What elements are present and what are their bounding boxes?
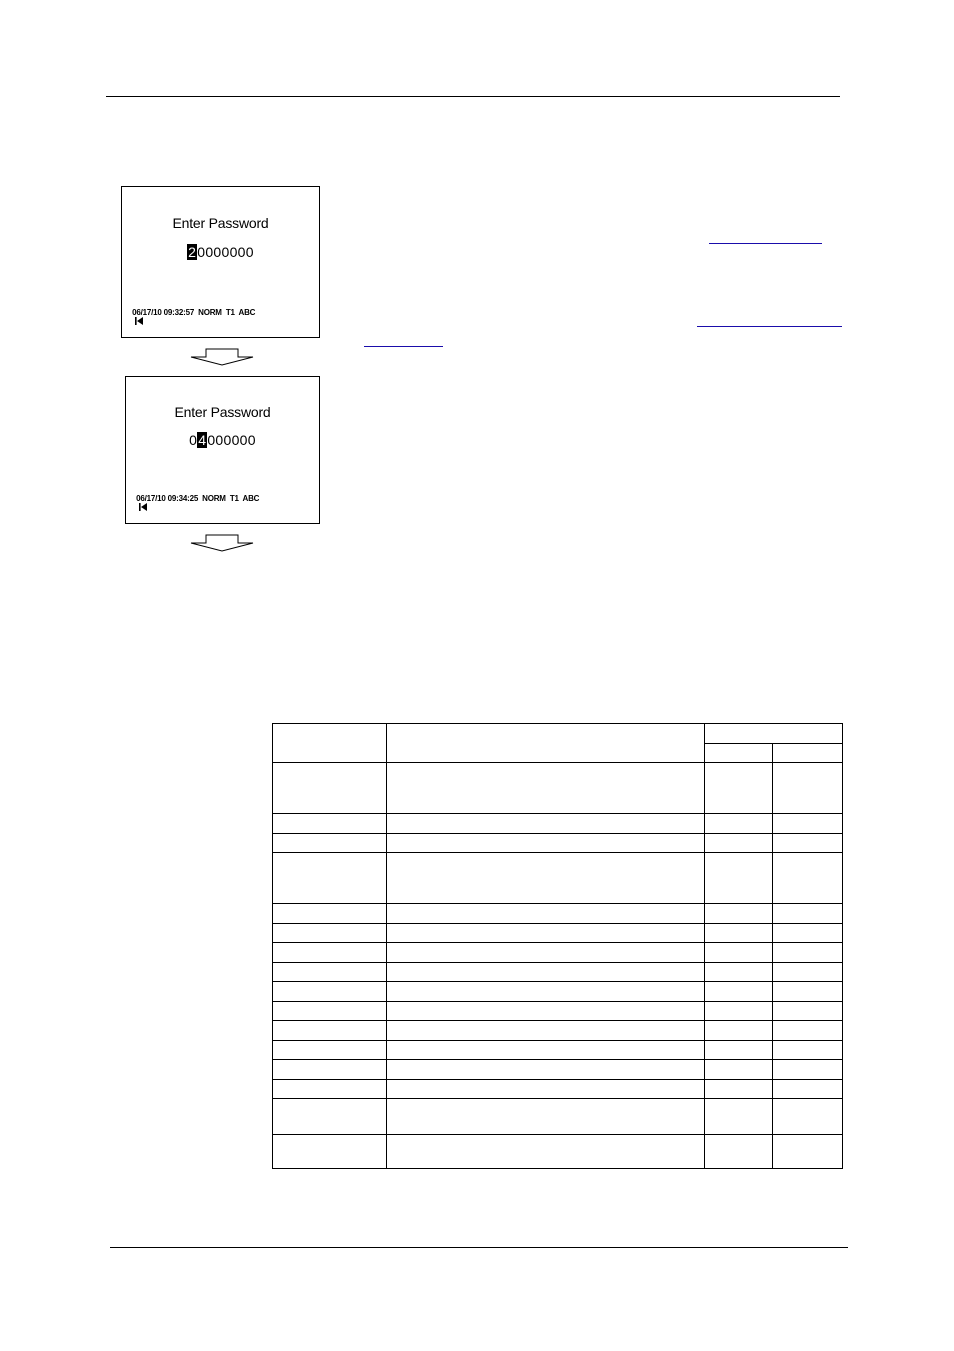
password-value (122, 244, 319, 260)
password-before-cursor: 0 (189, 432, 198, 448)
table-header-cell (773, 744, 843, 763)
table-row (273, 763, 843, 814)
table-row (273, 1021, 843, 1041)
table-row (273, 1002, 843, 1021)
table-row (273, 943, 843, 963)
password-cursor-digit: 2 (188, 244, 197, 260)
table-row (273, 1041, 843, 1060)
status-text: 06/17/10 09:34:25 NORM T1 ABC (136, 494, 260, 503)
password-after-cursor: 000000 (207, 432, 256, 448)
hyperlink-underline[interactable] (709, 243, 822, 244)
table-header-cell (705, 744, 773, 763)
table-row (273, 963, 843, 982)
table-header-cell (273, 724, 387, 763)
skip-to-start-icon (135, 317, 144, 325)
footer-rule (110, 1247, 848, 1248)
screen-title: Enter Password (172, 215, 269, 231)
password-after-cursor: 0000000 (197, 244, 254, 260)
hyperlink-underline[interactable] (697, 326, 842, 327)
status-bar (128, 485, 259, 521)
status-bar (124, 299, 255, 335)
table-row (273, 814, 843, 834)
hyperlink-underline[interactable] (364, 346, 443, 347)
down-arrow-icon (189, 534, 255, 552)
table-header-cell (705, 724, 843, 744)
screen-title: Enter Password (174, 404, 271, 420)
password-cursor-digit: 4 (198, 432, 207, 448)
table-row (273, 1135, 843, 1169)
password-screen-1 (121, 186, 320, 338)
header-rule (106, 96, 840, 97)
table-row (273, 853, 843, 904)
status-text: 06/17/10 09:32:57 NORM T1 ABC (132, 308, 256, 317)
table-row (273, 1099, 843, 1135)
data-table (272, 723, 843, 1169)
password-value (126, 432, 319, 448)
table-header-cell (387, 724, 705, 763)
table-row (273, 834, 843, 853)
password-screen-2 (125, 376, 320, 524)
down-arrow-icon (189, 348, 255, 366)
skip-to-start-icon (139, 503, 148, 511)
table-row (273, 1060, 843, 1080)
table-row (273, 982, 843, 1002)
table-row (273, 924, 843, 943)
table-row (273, 904, 843, 924)
table-row (273, 1080, 843, 1099)
table-header-row (273, 724, 843, 744)
